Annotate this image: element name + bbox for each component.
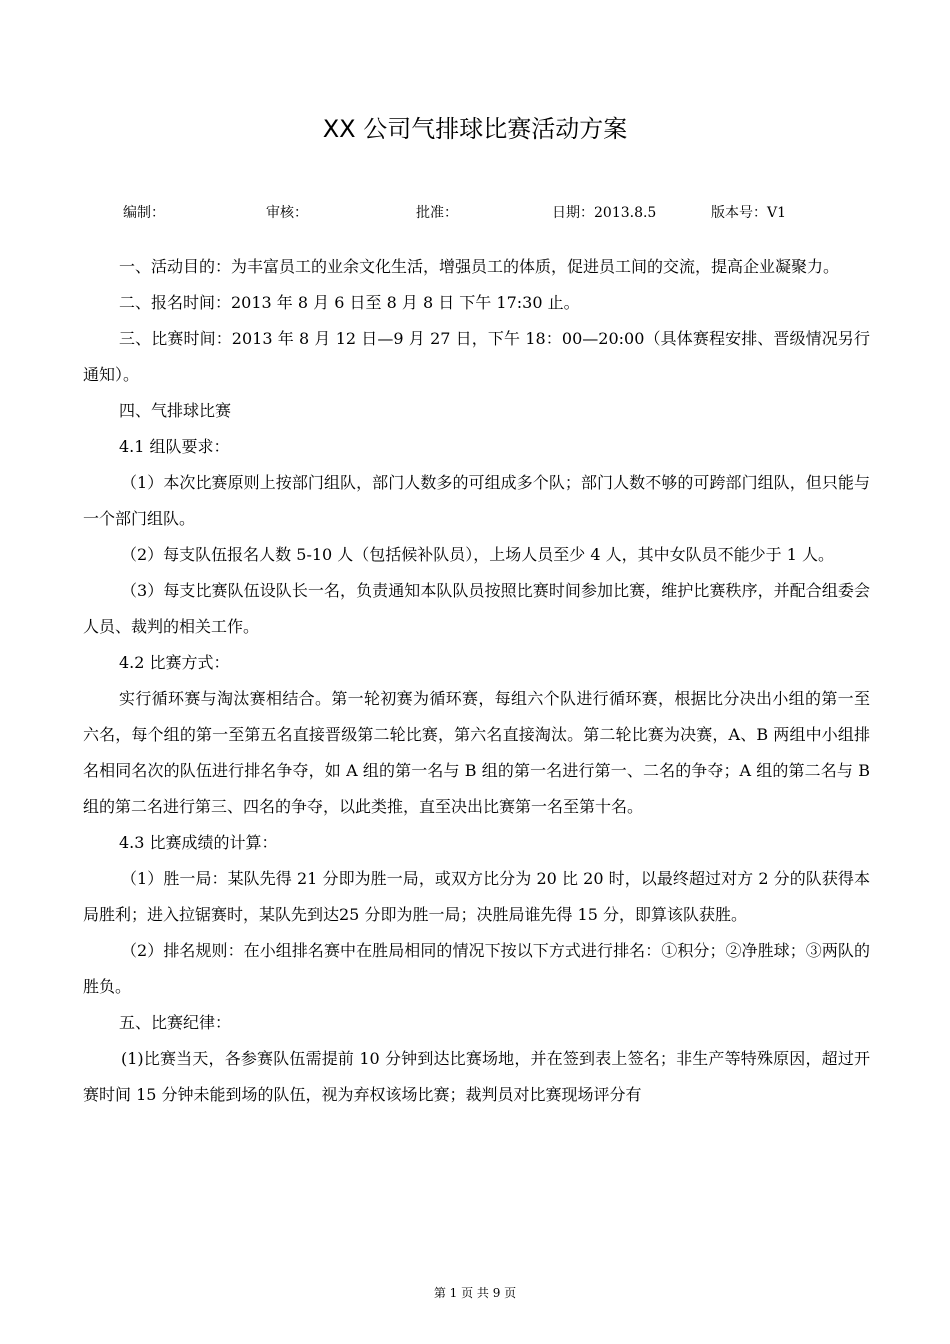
approver-label: 批准： [416,205,458,221]
page-footer: 第 1 页 共 9 页 [433,1286,517,1300]
editor-label: 编制： [123,205,165,221]
paragraph-team-rule-1: （1）本次比赛原则上按部门组队，部门人数多的可组成多个队；部门人数不够的可跨部门组队，但只能与一个部门组队。 [83,473,870,528]
paragraph-score-rule-1: （1）胜一局：某队先得 21 分即为胜一局，或双方比分为 20 比 20 时，以最终超过对方 2 分的队获得本局胜利；进入拉锯赛时，某队先到达25 分即为胜一局；决胜局谁先得 15 分，即算该队获胜。 [83,869,870,924]
section-heading-volleyball: 四、气排球比赛 [119,401,232,420]
paragraph-registration-time: 二、报名时间：2013 年 8 月 6 日至 8 月 8 日 下午 17:30 止。 [119,293,580,312]
approval-info-row [0,201,950,225]
paragraph-team-rule-3: （3）每支比赛队伍设队长一名，负责通知本队队员按照比赛时间参加比赛，维护比赛秩序，并配合组委会人员、裁判的相关工作。 [83,581,870,636]
paragraph-purpose: 一、活动目的：为丰富员工的业余文化生活，增强员工的体质，促进员工间的交流，提高企业凝聚力。 [119,257,840,276]
version-label: 版本号：V1 [711,205,787,221]
date-label: 日期：2013.8.5 [552,205,657,221]
document-title: XX 公司气排球比赛活动方案 [322,115,628,143]
paragraph-discipline-rule-1: (1)比赛当天，各参赛队伍需提前 10 分钟到达比赛场地，并在签到表上签名；非生产等特殊原因，超过开赛时间 15 分钟未能到场的队伍，视为弃权该场比赛；裁判员对比赛现场评分有 [83,1049,870,1104]
document-body [83,249,870,1113]
paragraph-competition-format: 实行循环赛与淘汰赛相结合。第一轮初赛为循环赛，每组六个队进行循环赛，根据比分决出小组的第一至六名，每个组的第一至第五名直接晋级第二轮比赛，第六名直接淘汰。第二轮比赛为决赛，A、B 两组中小组排名相同名次的队伍进行排名争夺，如 A 组的第一名与 B 组的第一名进行第一、二名的争夺；A 组的第二名与 B 组的第二名进行第三、四名的争夺，以此类推，直至决出比赛第一名至第十名。 [83,689,870,816]
section-heading-discipline: 五、比赛纪律： [119,1013,232,1032]
paragraph-team-rule-2: （2）每支队伍报名人数 5-10 人（包括候补队员），上场人员至少 4 人，其中女队员不能少于 1 人。 [121,545,835,564]
subheading-team-requirements: 4.1 组队要求： [119,437,230,456]
reviewer-label: 审核： [266,205,308,221]
paragraph-score-rule-2: （2）排名规则：在小组排名赛中在胜局相同的情况下按以下方式进行排名：①积分；②净胜球；③两队的胜负。 [83,941,870,996]
subheading-score-calculation: 4.3 比赛成绩的计算： [119,833,278,852]
subheading-competition-format: 4.2 比赛方式： [119,653,230,672]
paragraph-competition-time: 三、比赛时间：2013 年 8 月 12 日—9 月 27 日，下午 18：00—20:00（具体赛程安排、晋级情况另行通知）。 [83,329,870,384]
